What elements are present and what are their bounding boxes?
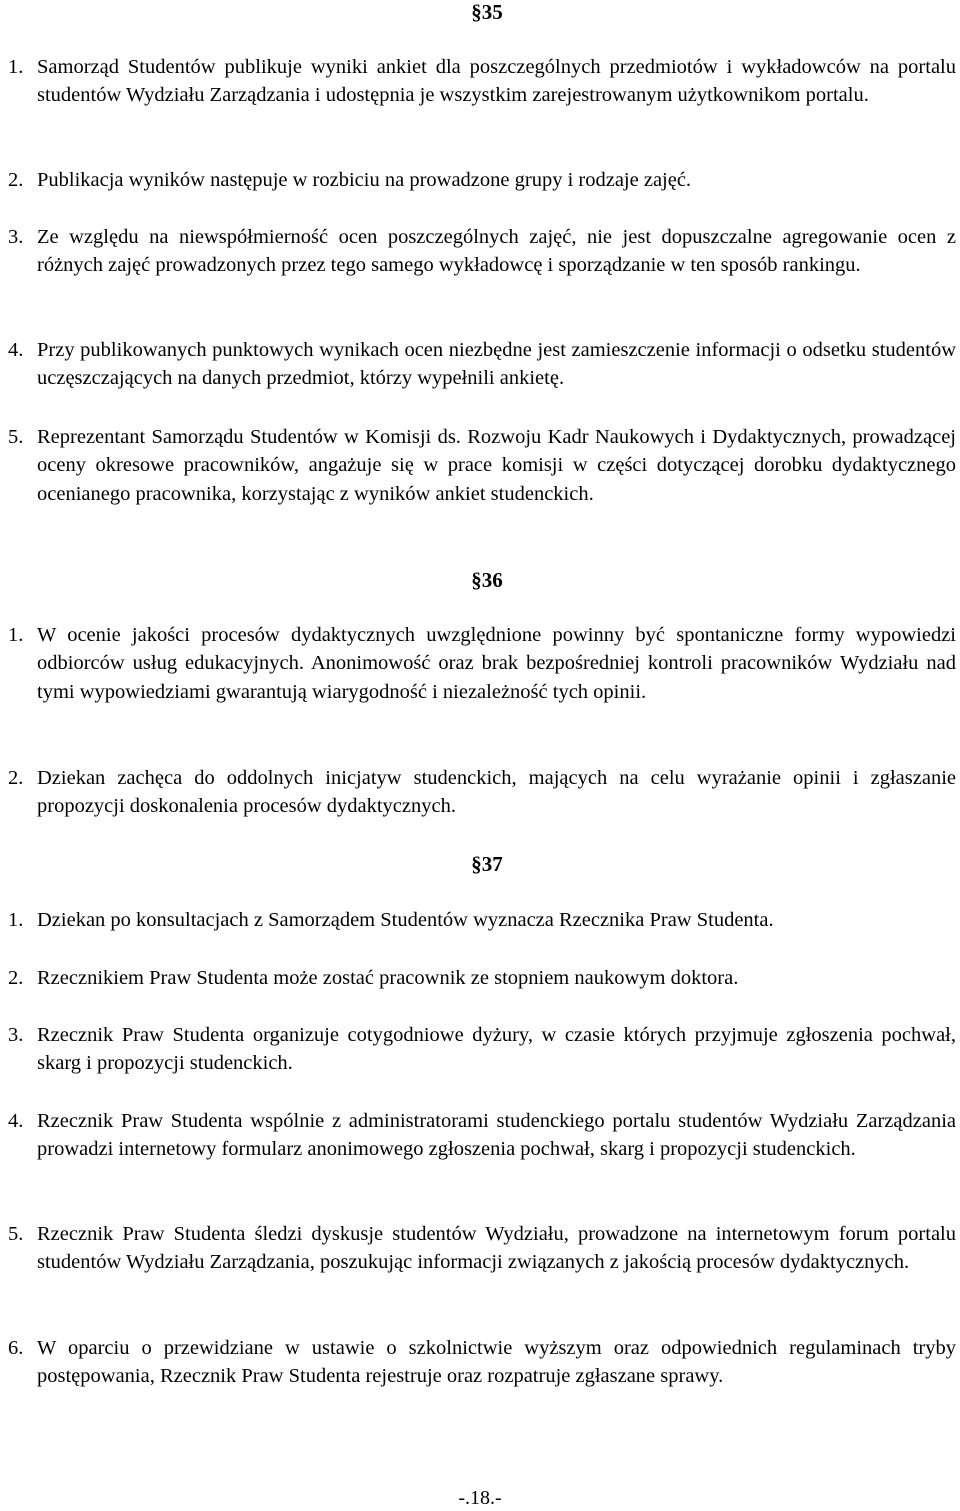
list-item — [8, 1334, 956, 1391]
item-number: 1. — [8, 909, 24, 931]
section-heading-35: §35 — [471, 0, 503, 24]
list-item — [8, 423, 956, 508]
item-text: W oparciu o przewidziane w ustawie o szkolnictwie wyższym oraz odpowiednich regulaminach tryby postępowania, Rzecznik Praw Studenta rejestruje oraz rozpatruje zgłaszane sprawy. — [37, 1337, 956, 1388]
item-text: Rzecznik Praw Studenta śledzi dyskusje studentów Wydziału, prowadzone na internetowym forum portalu studentów Wydziału Zarządzania, poszukując informacji związanych z jakością procesów dydaktycznych. — [37, 1223, 956, 1274]
list-item — [8, 336, 956, 393]
list-item — [8, 1107, 956, 1164]
item-text: Dziekan zachęca do oddolnych inicjatyw studenckich, mających na celu wyrażanie opinii i zgłaszanie propozycji doskonalenia procesów dydaktycznych. — [37, 767, 956, 818]
item-number: 3. — [8, 226, 24, 248]
list-item — [8, 1021, 956, 1078]
item-text: Przy publikowanych punktowych wynikach ocen niezbędne jest zamieszczenie informacji o odsetku studentów uczęszczających na danych przedmiot, którzy wypełnili ankietę. — [37, 339, 956, 390]
list-item — [8, 223, 956, 280]
item-number: 2. — [8, 967, 24, 989]
item-number: 1. — [8, 56, 24, 78]
item-number: 2. — [8, 767, 24, 789]
item-text: Reprezentant Samorządu Studentów w Komisji ds. Rozwoju Kadr Naukowych i Dydaktycznych, prowadzącej oceny okresowe pracowników, angażuje się w prace komisji w części dotyczącej dorobku dydaktycznego ocenianego pracownika, korzystając z wyników ankiet studenckich. — [37, 426, 956, 505]
item-text: W ocenie jakości procesów dydaktycznych uwzględnione powinny być spontaniczne formy wypowiedzi odbiorców usług edukacyjnych. Anonimowość oraz brak bezpośredniej kontroli pracowników Wydziału nad tymi wypowiedziami gwarantują wiarygodność i niezależność tych opinii. — [37, 624, 956, 703]
section-heading-36: §36 — [471, 568, 503, 592]
item-number: 5. — [8, 426, 24, 448]
item-text: Rzecznikiem Praw Studenta może zostać pracownik ze stopniem naukowym doktora. — [37, 967, 739, 989]
item-text: Samorząd Studentów publikuje wyniki ankiet dla poszczególnych przedmiotów i wykładowców na portalu studentów Wydziału Zarządzania i udostępnia je wszystkim zarejestrowanym użytkownikom portalu. — [37, 56, 956, 107]
item-number: 4. — [8, 1110, 24, 1132]
item-number: 5. — [8, 1223, 24, 1245]
item-text: Publikacja wyników następuje w rozbiciu na prowadzone grupy i rodzaje zajęć. — [37, 169, 692, 191]
item-text: Dziekan po konsultacjach z Samorządem Studentów wyznacza Rzecznika Praw Studenta. — [37, 909, 774, 931]
list-item — [8, 166, 956, 194]
page-number: -.18.- — [458, 1487, 502, 1509]
item-text: Ze względu na niewspółmierność ocen poszczególnych zajęć, nie jest dopuszczalne agregowanie ocen z różnych zajęć prowadzonych przez tego samego wykładowcę i sporządzanie w ten sposób rankingu. — [37, 226, 956, 277]
list-item — [8, 964, 956, 992]
list-item — [8, 1220, 956, 1277]
item-number: 3. — [8, 1024, 24, 1046]
item-number: 4. — [8, 339, 24, 361]
section-heading-37: §37 — [471, 852, 503, 876]
item-number: 1. — [8, 624, 24, 646]
item-number: 6. — [8, 1337, 24, 1359]
item-text: Rzecznik Praw Studenta wspólnie z administratorami studenckiego portalu studentów Wydziału Zarządzania prowadzi internetowy formularz anonimowego zgłoszenia pochwał, skarg i propozycji studenckich. — [37, 1110, 956, 1161]
item-number: 2. — [8, 169, 24, 191]
list-item — [8, 621, 956, 706]
item-text: Rzecznik Praw Studenta organizuje cotygodniowe dyżury, w czasie których przyjmuje zgłoszenia pochwał, skarg i propozycji studenckich. — [37, 1024, 956, 1075]
list-item — [8, 906, 956, 934]
list-item — [8, 764, 956, 821]
list-item — [8, 53, 956, 110]
